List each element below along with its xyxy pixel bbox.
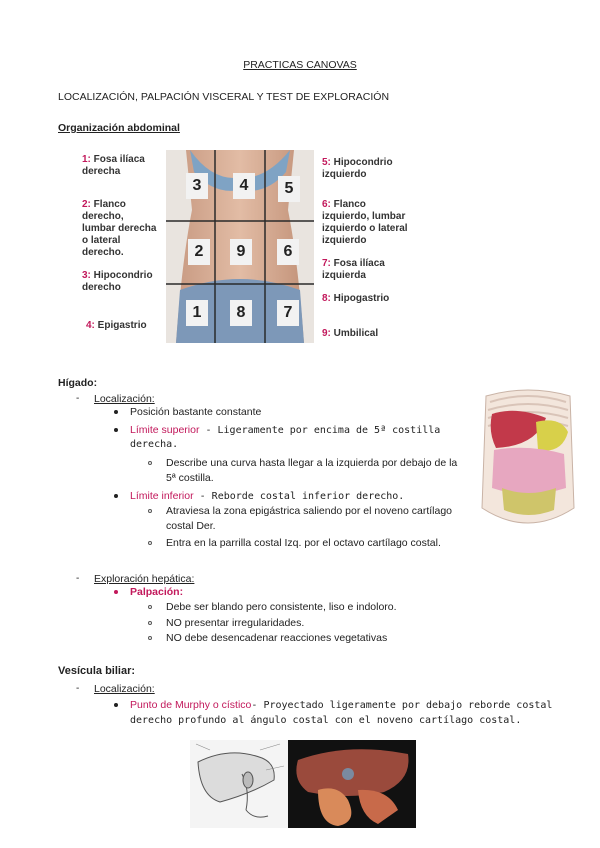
palpacion-label: Palpación: xyxy=(130,586,184,598)
region-label-8: 8: Hipogastrio xyxy=(322,293,390,304)
higado-limite-superior: Límite superior - Ligeramente por encima de 5ª costilla xyxy=(130,424,441,436)
abdomen-grid-image xyxy=(166,150,314,343)
palpacion-item-2: NO presentar irregularidades. xyxy=(166,617,305,629)
section-heading-vesicula: Vesícula biliar: xyxy=(58,665,136,677)
region-label-6: 6: Flanco izquierdo, lumbar izquierdo o lateral izquierdo xyxy=(322,199,408,246)
higado-inf-sub-2: Entra en la parrilla costal Izq. por el octavo cartílago costal. xyxy=(166,537,441,549)
grid-number: 3 xyxy=(186,173,208,199)
grid-number: 9 xyxy=(230,239,252,265)
region-label-2: 2: Flanco derecho, lumbar derecha o lateral derecho. xyxy=(82,199,157,258)
higado-limite-inferior: Límite inferior - Reborde costal inferior derecho. xyxy=(130,490,405,502)
higado-localizacion-label: Localización: xyxy=(94,393,155,405)
palpacion-item-3: NO debe desencadenar reacciones vegetativas xyxy=(166,632,388,644)
higado-sup-sub-1: Describe una curva hasta llegar a la izquierda por debajo de la xyxy=(166,457,458,469)
region-label-7: 7: Fosa ilíaca izquierda xyxy=(322,258,385,281)
punto-murphy-cont: derecho profundo al ángulo costal con el noveno cartílago costal. xyxy=(130,715,522,726)
liver-photo xyxy=(288,740,416,828)
grid-number: 8 xyxy=(230,300,252,326)
liver-diagram-image xyxy=(190,740,288,828)
vesicula-localizacion-label: Localización: xyxy=(94,683,155,695)
higado-inf-sub-1b: costal Der. xyxy=(166,520,216,532)
page-title: PRACTICAS CANOVAS xyxy=(243,59,357,71)
higado-limite-superior-cont: derecha. xyxy=(130,439,179,450)
region-label-1: 1: Fosa ilíaca derecha xyxy=(82,154,145,177)
liver-diagram xyxy=(190,740,288,828)
punto-murphy: Punto de Murphy o cístico- Proyectado ligeramente por debajo reborde costal xyxy=(130,699,553,711)
torso-organs-image xyxy=(476,388,580,538)
higado-item-posicion: Posición bastante constante xyxy=(130,406,262,418)
exploracion-hepatica-label: Exploración hepática: xyxy=(94,573,195,585)
liver-photo-image xyxy=(288,740,416,828)
higado-sup-sub-2: 5ª costilla. xyxy=(166,472,214,484)
region-label-3: 3: Hipocondrio derecho xyxy=(82,270,153,293)
grid-number: 6 xyxy=(277,239,299,265)
palpacion-item-1: Debe ser blando pero consistente, liso e indoloro. xyxy=(166,601,397,613)
region-label-5: 5: Hipocondrio izquierdo xyxy=(322,157,393,180)
region-label-9: 9: Umbilical xyxy=(322,328,379,339)
grid-number: 5 xyxy=(278,176,300,202)
region-label-4: 4: Epigastrio xyxy=(86,320,147,331)
section-heading-organizacion: Organización abdominal xyxy=(58,122,180,134)
grid-number: 1 xyxy=(186,300,208,326)
grid-number: 2 xyxy=(188,239,210,265)
subtitle: LOCALIZACIÓN, PALPACIÓN VISCERAL Y TEST DE EXPLORACIÓN xyxy=(58,91,390,103)
torso-organs-illustration xyxy=(476,388,580,538)
grid-number: 7 xyxy=(277,300,299,326)
higado-inf-sub-1: Atraviesa la zona epigástrica saliendo por el noveno cartílago xyxy=(166,505,453,517)
grid-number: 4 xyxy=(233,173,255,199)
section-heading-higado: Hígado: xyxy=(58,377,98,389)
